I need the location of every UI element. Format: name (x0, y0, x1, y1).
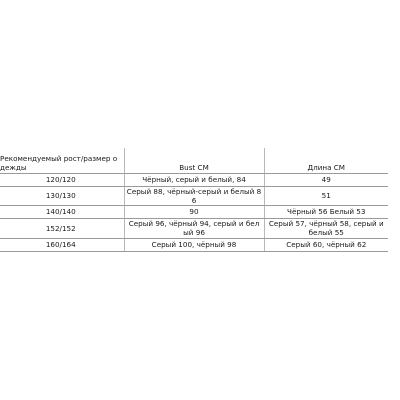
bust-cell: Чёрный, серый и белый, 84 (124, 173, 264, 186)
bust-cell: 90 (124, 205, 264, 218)
length-cell: Чёрный 56 Белый 53 (264, 205, 388, 218)
table-row (0, 205, 388, 218)
column-header-size: Рекомендуемый рост/размер одежды (0, 148, 124, 173)
bust-cell: Серый 88, чёрный-серый и белый 86 (124, 186, 264, 205)
bust-cell: Серый 96, чёрный 94, серый и белый 96 (124, 218, 264, 238)
size-cell: 140/140 (0, 205, 124, 218)
column-header-length: Длина CM (264, 148, 388, 173)
table-row (0, 173, 388, 186)
length-cell: Серый 57, чёрный 58, серый и белый 55 (264, 218, 388, 238)
column-header-bust: Bust CM (124, 148, 264, 173)
size-table (0, 148, 388, 252)
length-cell: 51 (264, 186, 388, 205)
size-cell: 152/152 (0, 218, 124, 238)
table-row (0, 186, 388, 205)
bust-cell: Серый 100, чёрный 98 (124, 238, 264, 251)
length-cell: Серый 60, чёрный 62 (264, 238, 388, 251)
size-cell: 130/130 (0, 186, 124, 205)
table-row (0, 238, 388, 251)
table-header-row (0, 148, 388, 173)
size-cell: 160/164 (0, 238, 124, 251)
size-cell: 120/120 (0, 173, 124, 186)
table-row (0, 218, 388, 238)
length-cell: 49 (264, 173, 388, 186)
